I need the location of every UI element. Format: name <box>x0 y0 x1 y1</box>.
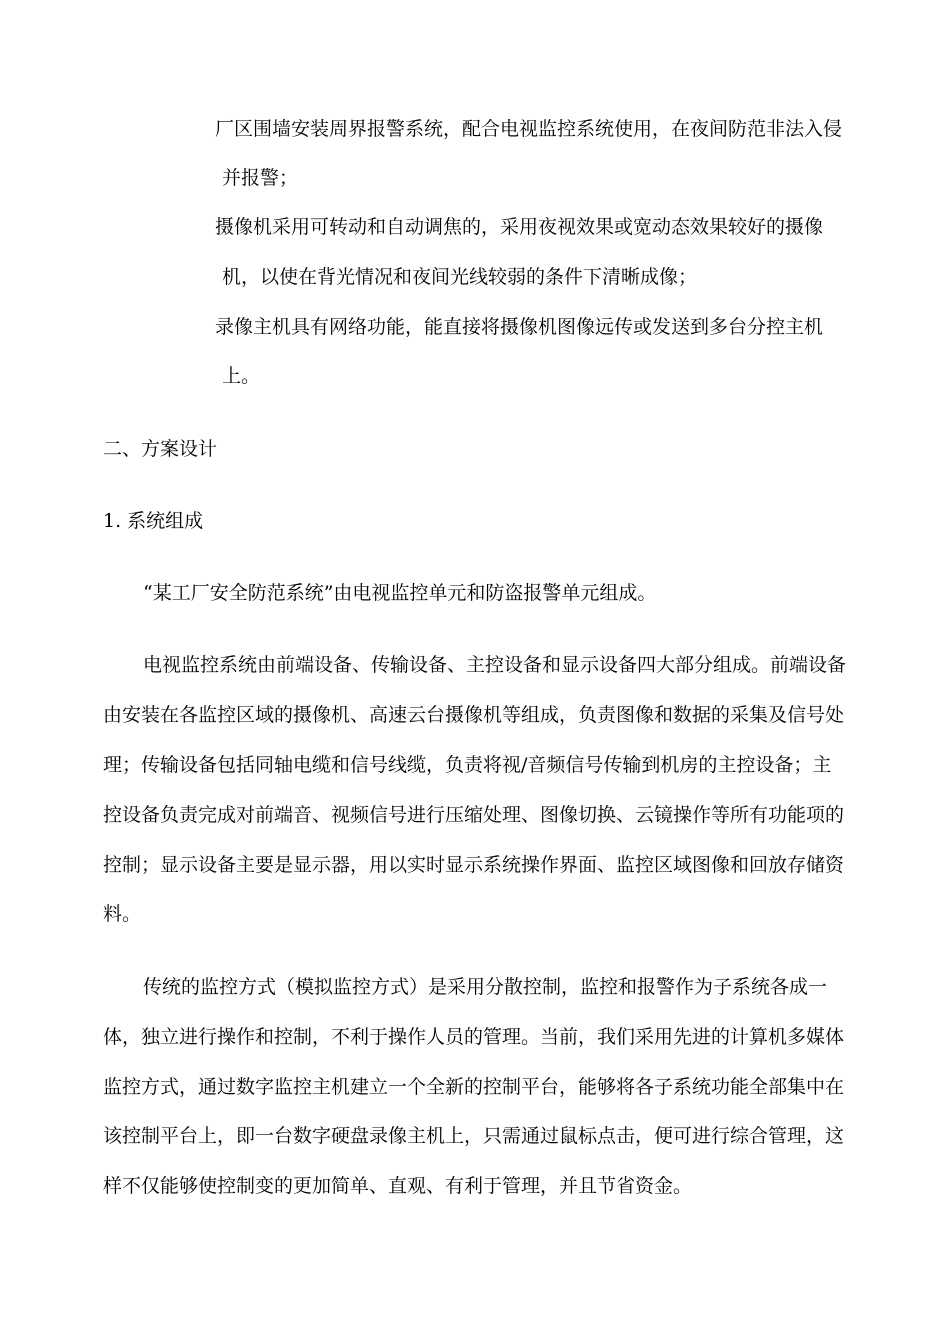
bullet-2-line-1: 摄像机采用可转动和自动调焦的，采用夜视效果或宽动态效果较好的摄像 <box>215 216 824 238</box>
paragraph-2-line-4: 控设备负责完成对前端音、视频信号进行压缩处理、图像切换、云镜操作等所有功能项的 <box>103 804 845 826</box>
bullet-1-line-1: 厂区围墙安装周界报警系统，配合电视监控系统使用，在夜间防范非法入侵 <box>215 118 843 140</box>
subsection-heading: 1. 系统组成 <box>103 510 204 532</box>
paragraph-2-line-5: 控制；显示设备主要是显示器，用以实时显示系统操作界面、监控区域图像和回放存储资 <box>103 854 845 876</box>
bullet-3-line-1: 录像主机具有网络功能，能直接将摄像机图像远传或发送到多台分控主机 <box>215 316 824 338</box>
bullet-2-line-2: 机，以使在背光情况和夜间光线较弱的条件下清晰成像； <box>222 266 698 288</box>
paragraph-2-line-2: 由安装在各监控区域的摄像机、高速云台摄像机等组成，负责图像和数据的采集及信号处 <box>103 704 845 726</box>
bullet-3-line-2: 上。 <box>222 365 261 387</box>
paragraph-3-line-1: 传统的监控方式（模拟监控方式）是采用分散控制，监控和报警作为子系统各成一 <box>143 976 828 998</box>
paragraph-2-line-1: 电视监控系统由前端设备、传输设备、主控设备和显示设备四大部分组成。前端设备 <box>143 654 847 676</box>
paragraph-3-line-3: 监控方式，通过数字监控主机建立一个全新的控制平台，能够将各子系统功能全部集中在 <box>103 1076 845 1098</box>
paragraph-3-line-5: 样不仅能够使控制变的更加简单、直观、有利于管理，并且节省资金。 <box>103 1175 693 1197</box>
paragraph-3-line-4: 该控制平台上，即一台数字硬盘录像主机上，只需通过鼠标点击，便可进行综合管理，这 <box>103 1125 845 1147</box>
paragraph-3-line-2: 体，独立进行操作和控制，不利于操作人员的管理。当前，我们采用先进的计算机多媒体 <box>103 1026 845 1048</box>
paragraph-2-line-3: 理；传输设备包括同轴电缆和信号线缆，负责将视/音频信号传输到机房的主控设备；主 <box>103 754 832 776</box>
bullet-1-line-2: 并报警； <box>222 167 299 189</box>
paragraph-1-line-1: “某工厂安全防范系统”由电视监控单元和防盗报警单元组成。 <box>143 582 657 604</box>
paragraph-2-line-6: 料。 <box>103 903 142 925</box>
section-heading: 二、方案设计 <box>103 438 218 460</box>
